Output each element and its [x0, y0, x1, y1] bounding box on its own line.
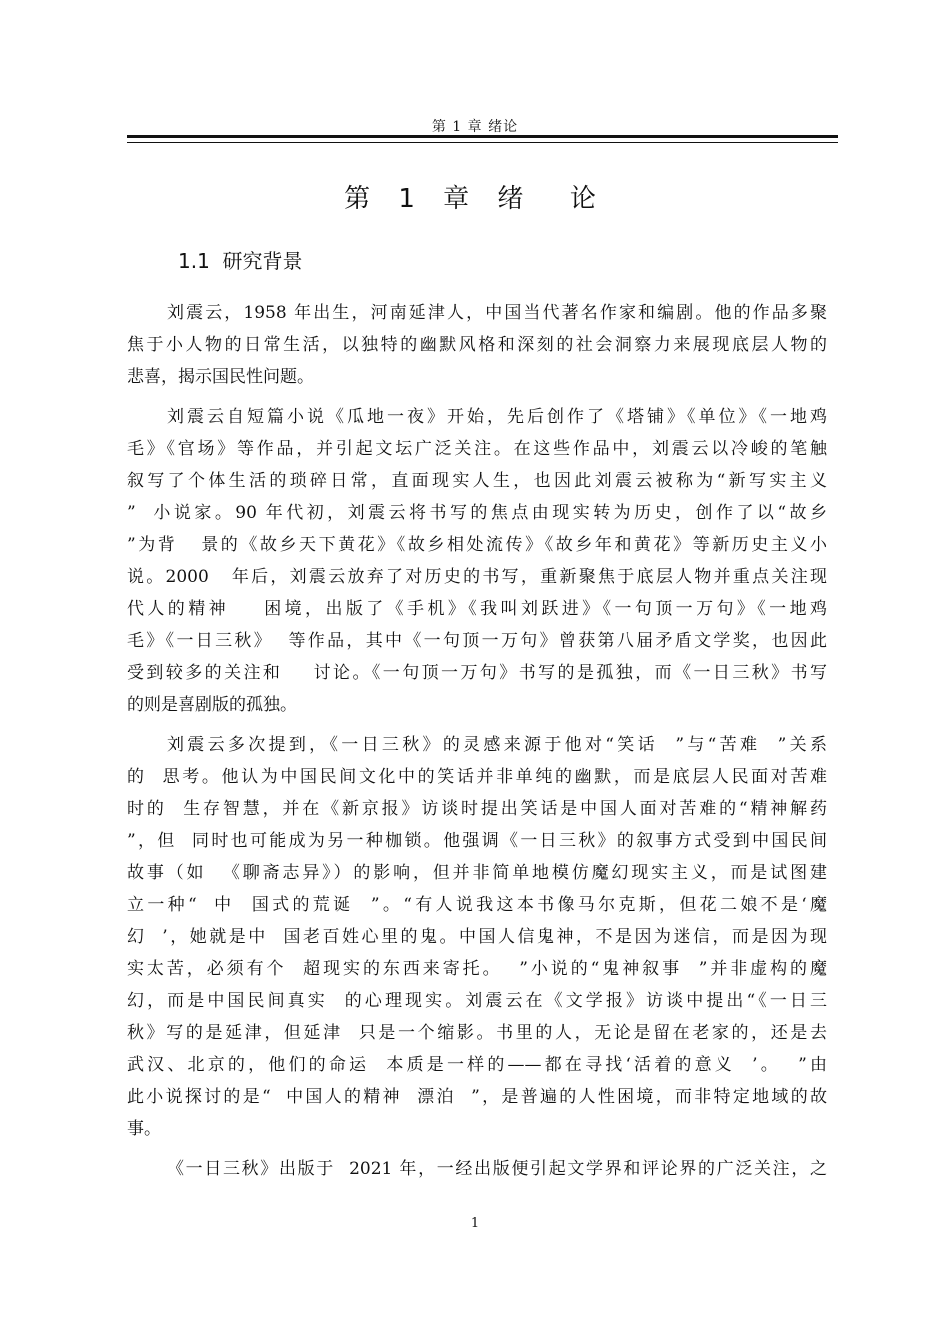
text-line: 武汉、北京的，他们的命运 本质是一样的——都在寻找‘活着的意义 ’。 ”由 [127, 1055, 827, 1075]
text-line: ”为背 景的《故乡天下黄花》《故乡相处流传》《故乡年和黄花》等新历史主义小 [127, 535, 827, 555]
text-line: 的 思考。他认为中国民间文化中的笑话并非单纯的幽默，而是底层人民面对苦难 [127, 767, 827, 787]
text-line: ” 小说家。90 年代初，刘震云将书写的焦点由现实转为历史，创作了以“故乡 [127, 503, 827, 523]
text-line: 幻 ’，她就是中 国老百姓心里的鬼。中国人信鬼神，不是因为迷信，而是因为现 [127, 927, 827, 947]
text-line: ”，但 同时也可能成为另一种枷锁。他强调《一日三秋》的叙事方式受到中国民间 [127, 831, 827, 851]
header-rule-thick [127, 135, 838, 138]
text-line: 焦于小人物的日常生活，以独特的幽默风格和深刻的社会洞察力来展现底层人物的 [127, 335, 827, 355]
text-line: 叙写了个体生活的琐碎日常，直面现实人生，也因此刘震云被称为“新写实主义 [127, 471, 827, 491]
text-line: 秋》写的是延津，但延津 只是一个缩影。书里的人，无论是留在老家的，还是去 [127, 1023, 827, 1043]
text-line: 故事（如 《聊斋志异》）的影响，但并非简单地模仿魔幻现实主义，而是试图建 [127, 863, 827, 883]
text-line: 毛》《一日三秋》 等作品，其中《一句顶一万句》曾获第八届矛盾文学奖，也因此 [127, 631, 827, 651]
running-header: 第 1 章 绪论 [431, 119, 519, 135]
header-rule-thin [127, 142, 838, 143]
paragraph [127, 297, 827, 393]
text-line: 刘震云多次提到，《一日三秋》的灵感来源于他对“笑话 ”与“苦难 ”关系 [167, 735, 827, 755]
text-line: 刘震云，1958 年出生，河南延津人，中国当代著名作家和编剧。他的作品多聚 [167, 303, 827, 323]
paragraph [127, 729, 827, 1145]
chapter-title: 第 1 章 绪 论 [344, 184, 606, 214]
text-line: 毛》《官场》等作品，并引起文坛广泛关注。在这些作品中，刘震云以冷峻的笔触 [127, 439, 827, 459]
text-line: 悲喜，揭示国民性问题。 [127, 367, 314, 387]
text-line: 说。2000 年后，刘震云放弃了对历史的书写，重新聚焦于底层人物并重点关注现 [127, 567, 827, 587]
text-line: 受到较多的关注和 讨论。《一句顶一万句》书写的是孤独，而《一日三秋》书写 [127, 663, 827, 683]
text-line: 实太苦，必须有个 超现实的东西来寄托。 ”小说的“鬼神叙事 ”并非虚构的魔 [127, 959, 827, 979]
text-line: 此小说探讨的是“ 中国人的精神 漂泊 ”，是普遍的人性困境，而非特定地域的故 [127, 1087, 827, 1107]
text-line: 立一种“ 中 国式的荒诞 ”。“有人说我这本书像马尔克斯，但花二娘不是‘魔 [127, 895, 827, 915]
text-line: 《一日三秋》出版于 2021 年，一经出版便引起文学界和评论界的广泛关注，之 [167, 1159, 827, 1179]
text-line: 幻，而是中国民间真实 的心理现实。刘震云在《文学报》访谈中提出“《一日三 [127, 991, 827, 1011]
text-line: 时的 生存智慧，并在《新京报》访谈时提出笑话是中国人面对苦难的“精神解药 [127, 799, 827, 819]
text-line: 事。 [127, 1119, 161, 1139]
text-line: 刘震云自短篇小说《瓜地一夜》开始，先后创作了《塔铺》《单位》《一地鸡 [167, 407, 827, 427]
paragraph [127, 401, 827, 721]
section-heading: 1.1 研究背景 [178, 249, 303, 273]
text-line: 的则是喜剧版的孤独。 [127, 695, 297, 715]
page-number: 1 [470, 1216, 480, 1231]
body-text [127, 297, 827, 1193]
text-line: 代人的精神 困境，出版了《手机》《我叫刘跃进》《一句顶一万句》《一地鸡 [127, 599, 827, 619]
paragraph [127, 1153, 827, 1185]
